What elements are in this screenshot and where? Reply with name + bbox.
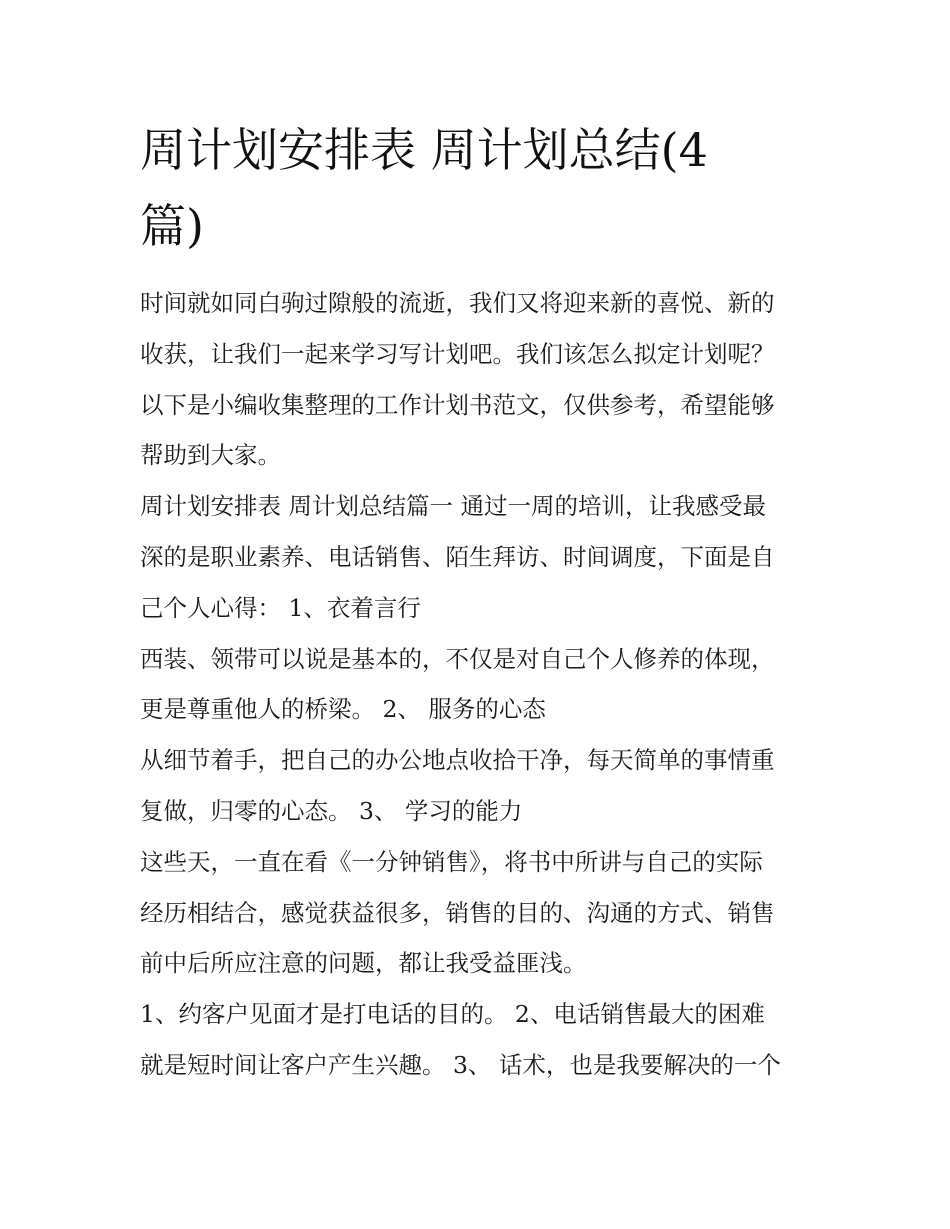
text-line: 西装、领带可以说是基本的，不仅是对自己个人修养的体现， [140, 644, 775, 673]
paragraph-intro [140, 278, 820, 481]
text-line: 就是短时间让客户产生兴趣。 3、 话术，也是我要解决的一个 [140, 1050, 781, 1079]
text-line: 帮助到大家。 [140, 441, 281, 470]
text-line: 周计划安排表 周计划总结篇一 通过一周的培训，让我感受最 [140, 492, 766, 521]
text-line: 这些天，一直在看《一分钟销售》，将书中所讲与自己的实际 [140, 847, 763, 876]
text-line: 复做，归零的心态。 3、 学习的能力 [140, 796, 523, 825]
text-line: 前中后所应注意的问题，都让我受益匪浅。 [140, 949, 587, 978]
document-content [140, 112, 820, 1091]
text-line: 己个人心得： 1、衣着言行 [140, 593, 421, 622]
paragraph-service [140, 735, 820, 837]
paragraph-sales-points [140, 989, 820, 1091]
title-line: 篇) [140, 199, 204, 253]
paragraph-learning [140, 837, 820, 989]
text-line: 1、约客户见面才是打电话的目的。 2、电话销售最大的困难 [140, 1000, 765, 1029]
text-line: 深的是职业素养、电话销售、陌生拜访、时间调度，下面是自 [140, 542, 775, 571]
text-line: 以下是小编收集整理的工作计划书范文，仅供参考，希望能够 [140, 390, 775, 419]
text-line: 时间就如同白驹过隙般的流逝，我们又将迎来新的喜悦、新的 [140, 289, 775, 317]
title-line: 周计划安排表 周计划总结(4 [140, 123, 708, 177]
text-line: 从细节着手，把自己的办公地点收拾干净，每天简单的事情重 [140, 746, 775, 775]
text-line: 更是尊重他人的桥梁。 2、 服务的心态 [140, 695, 546, 724]
text-line: 收获，让我们一起来学习写计划吧。我们该怎么拟定计划呢？ [140, 339, 775, 368]
text-line: 经历相结合，感觉获益很多，销售的目的、沟通的方式、销售 [140, 898, 775, 927]
paragraph-attire [140, 634, 820, 736]
document-body [140, 278, 820, 1091]
paragraph-section-one [140, 481, 820, 633]
document-title [140, 112, 780, 264]
